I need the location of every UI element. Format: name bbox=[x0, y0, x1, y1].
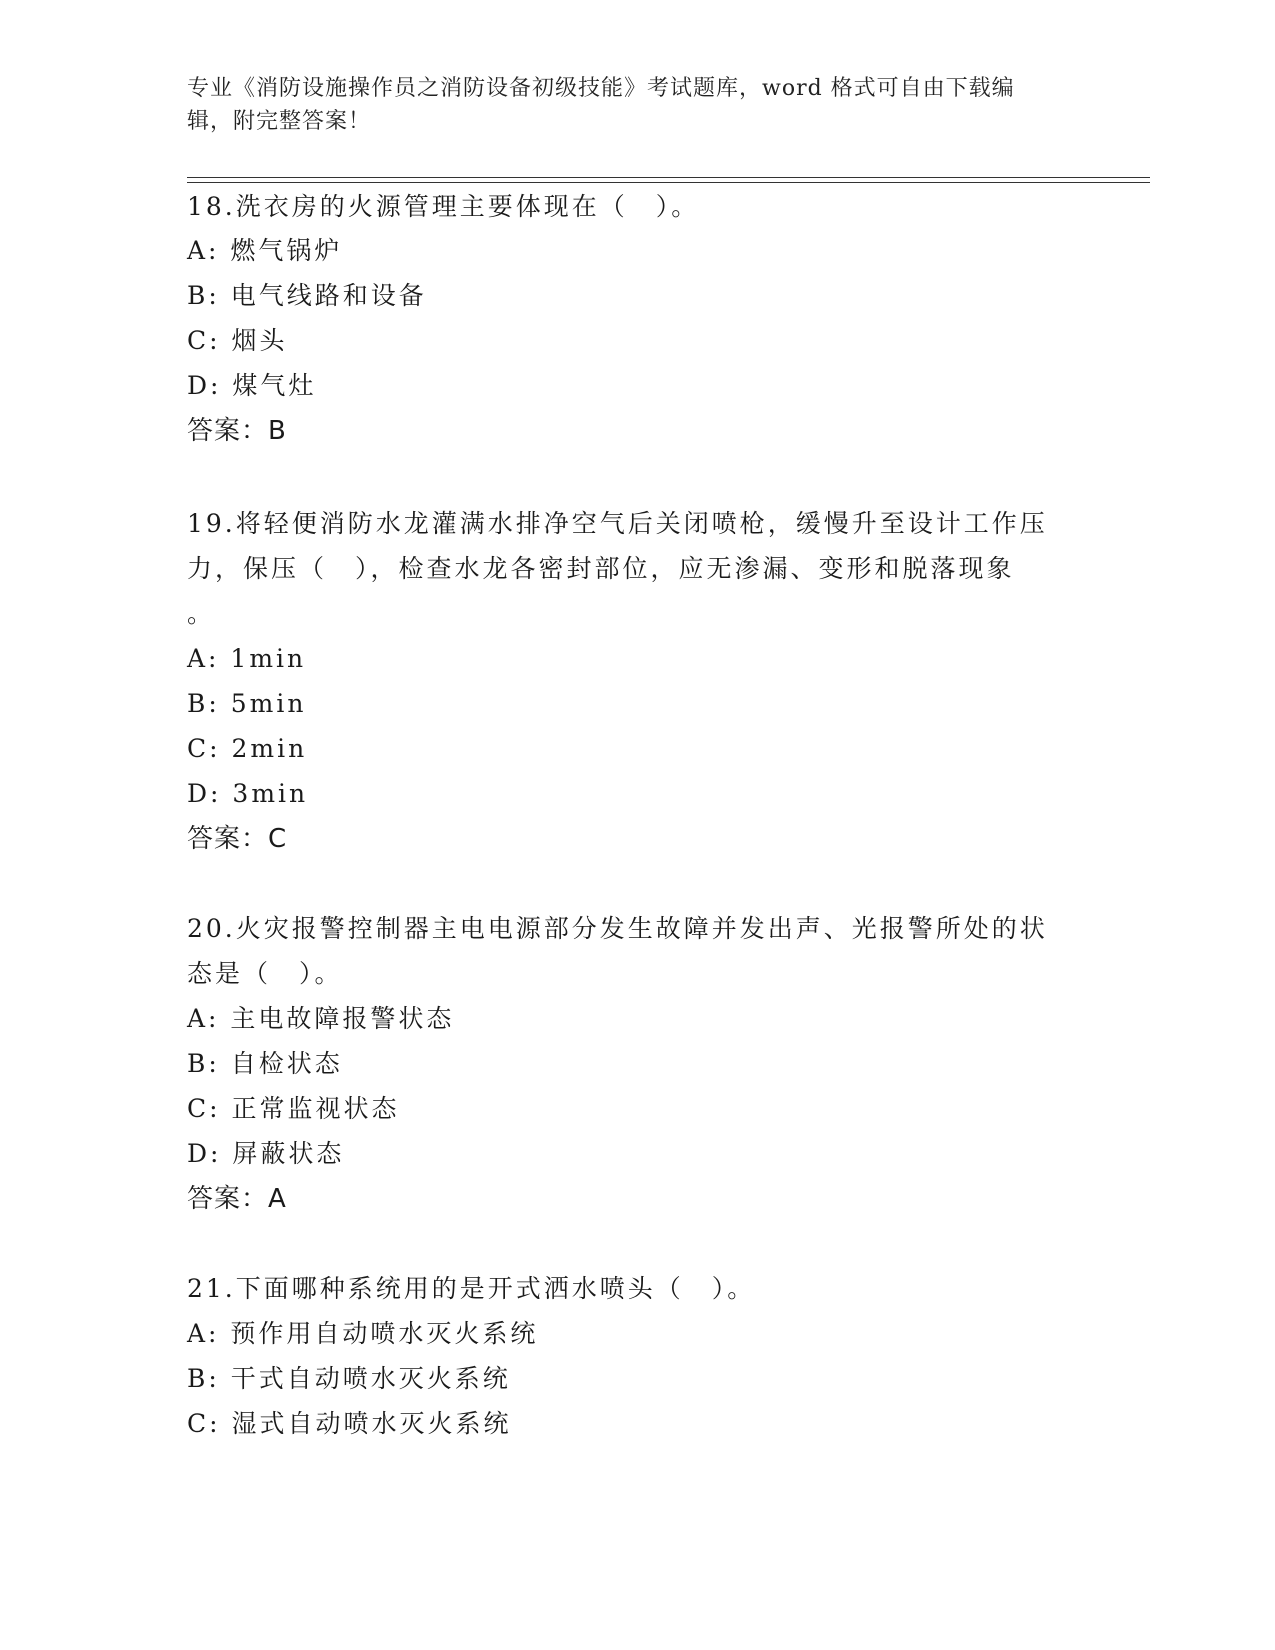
header-line-2: 辑，附完整答案！ bbox=[187, 109, 372, 134]
question-20-stem-line-2: 态是（ ）。 bbox=[187, 959, 343, 988]
question-19-stem-line-1: 19.将轻便消防水龙灌满水排净空气后关闭喷枪，缓慢升至设计工作压 bbox=[187, 509, 1048, 538]
question-19-option-b: B: 5min bbox=[187, 689, 307, 718]
question-20-stem-line-1: 20.火灾报警控制器主电电源部分发生故障并发出声、光报警所处的状 bbox=[187, 914, 1048, 943]
question-21-option-b: B: 干式自动喷水灭火系统 bbox=[187, 1364, 511, 1393]
header-line-1: 专业《消防设施操作员之消防设备初级技能》考试题库，word 格式可自由下载编 bbox=[187, 76, 1015, 101]
question-19-option-a: A: 1min bbox=[187, 644, 307, 673]
question-19-stem-line-2: 力，保压（ ），检查水龙各密封部位，应无渗漏、变形和脱落现象 bbox=[187, 554, 1015, 583]
question-18-option-c: C: 烟头 bbox=[187, 326, 288, 355]
question-19-option-c: C: 2min bbox=[187, 734, 308, 763]
header-divider-bottom bbox=[187, 182, 1150, 183]
question-18-option-a: A: 燃气锅炉 bbox=[187, 236, 343, 265]
question-21-option-a: A: 预作用自动喷水灭火系统 bbox=[187, 1319, 539, 1348]
document-header bbox=[187, 72, 1067, 138]
question-21-option-c: C: 湿式自动喷水灭火系统 bbox=[187, 1409, 512, 1438]
question-19-option-d: D: 3min bbox=[187, 779, 309, 808]
question-18-stem: 18.洗衣房的火源管理主要体现在（ ）。 bbox=[187, 192, 700, 221]
question-19-stem-line-3: 。 bbox=[187, 599, 216, 628]
question-18-option-b: B: 电气线路和设备 bbox=[187, 281, 427, 310]
question-20-option-c: C: 正常监视状态 bbox=[187, 1094, 400, 1123]
question-20-option-b: B: 自检状态 bbox=[187, 1049, 343, 1078]
question-18-option-d: D: 煤气灶 bbox=[187, 371, 317, 400]
question-21-stem: 21.下面哪种系统用的是开式洒水喷头（ ）。 bbox=[187, 1274, 756, 1303]
question-20-answer: 答案：A bbox=[187, 1184, 287, 1214]
question-20-option-d: D: 屏蔽状态 bbox=[187, 1139, 345, 1168]
header-divider-top bbox=[187, 177, 1150, 178]
question-19-answer: 答案：C bbox=[187, 824, 288, 854]
question-18-answer: 答案：B bbox=[187, 416, 287, 446]
question-20-option-a: A: 主电故障报警状态 bbox=[187, 1004, 455, 1033]
